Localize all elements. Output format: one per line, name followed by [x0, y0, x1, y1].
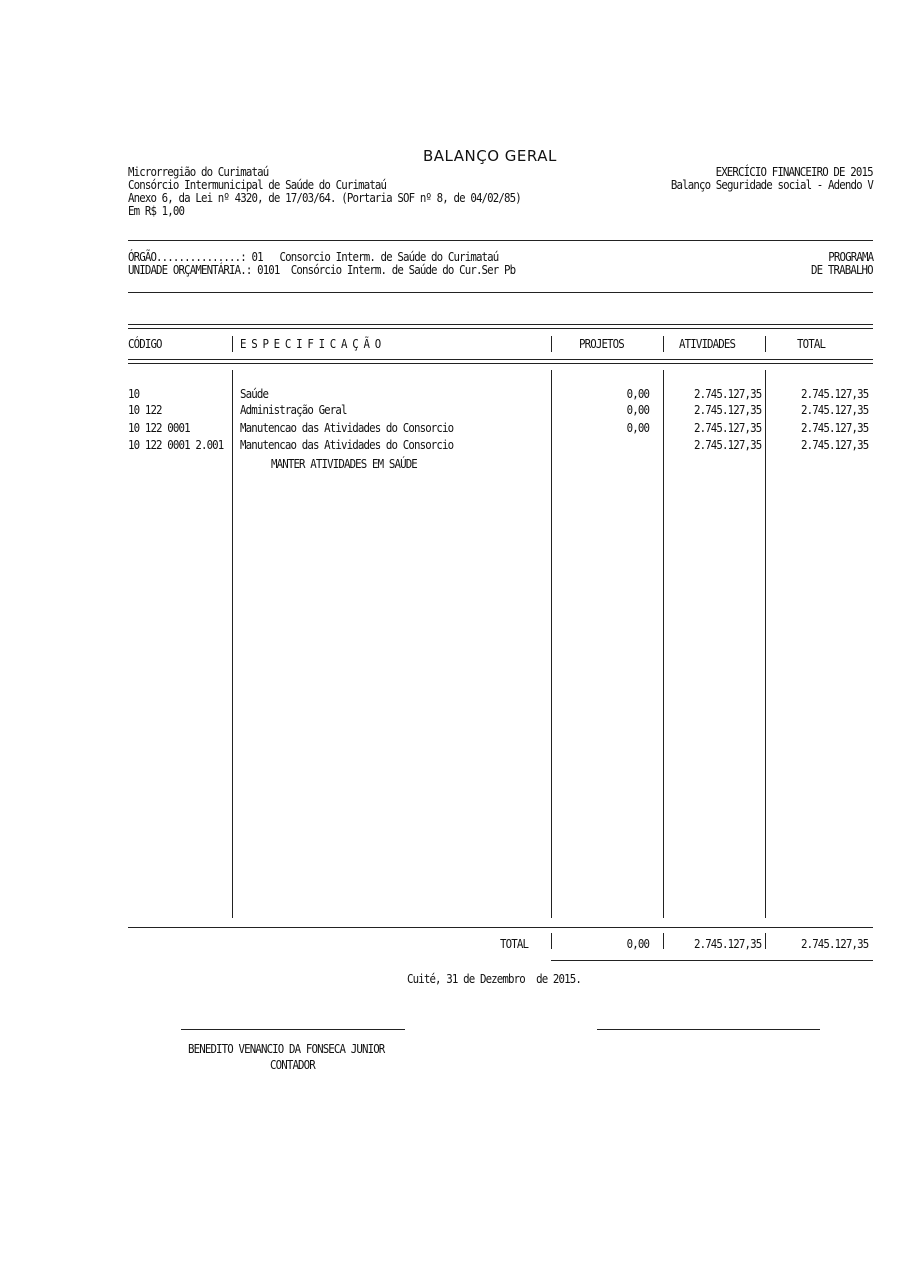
col-header-codigo: CÓDIGO	[128, 336, 162, 351]
header-line-currency: Em R$ 1,00	[128, 203, 185, 218]
body-col-separator	[765, 370, 766, 918]
programa-label-2: DE TRABALHO	[811, 262, 873, 277]
table-row-especificacao: Saúde	[240, 386, 269, 401]
header-line-legal: Anexo 6, da Lei nº 4320, de 17/03/64. (Portaria SOF nº 8, de 04/02/85)	[128, 190, 521, 205]
table-top-rule	[128, 324, 873, 329]
header-fiscal-year: EXERCÍCIO FINANCEIRO DE 2015	[715, 164, 873, 179]
header-col-separator	[232, 336, 233, 352]
table-row-total: 2.745.127,35	[800, 402, 868, 417]
unidade-line: UNIDADE ORÇAMENTÁRIA.: 0101 Consórcio Interm. de Saúde do Cur.Ser Pb	[128, 262, 516, 277]
header-balance-type: Balanço Seguridade social - Adendo V	[670, 177, 873, 192]
table-row-projetos: 0,00	[626, 386, 649, 401]
col-header-especificacao: E S P E C I F I C A Ç Ã O	[240, 336, 381, 351]
body-col-separator	[551, 370, 552, 918]
signer-name: BENEDITO VENANCIO DA FONSECA JUNIOR	[188, 1041, 385, 1056]
table-row-total: 2.745.127,35	[800, 437, 868, 452]
body-col-separator	[232, 370, 233, 918]
totals-total: 2.745.127,35	[800, 936, 868, 951]
table-row-atividades: 2.745.127,35	[693, 386, 761, 401]
table-row-especificacao: Administração Geral	[240, 402, 347, 417]
table-row-codigo: 10	[128, 386, 140, 401]
table-row-codigo: 10 122	[128, 402, 162, 417]
divider	[128, 292, 873, 293]
totals-label: TOTAL	[500, 936, 529, 951]
totals-col-separator	[765, 933, 766, 949]
totals-top-rule	[128, 927, 873, 928]
place-date: Cuité, 31 de Dezembro de 2015.	[407, 971, 581, 986]
table-header-rule	[128, 359, 873, 364]
table-row-codigo: 10 122 0001 2.001	[128, 437, 224, 452]
totals-atividades: 2.745.127,35	[693, 936, 761, 951]
table-row-codigo: 10 122 0001	[128, 420, 190, 435]
col-header-atividades: ATIVIDADES	[679, 336, 736, 351]
header-col-separator	[765, 336, 766, 352]
totals-bottom-rule	[551, 960, 873, 961]
table-row-especificacao: Manutencao das Atividades do Consorcio	[240, 437, 454, 452]
col-header-total: TOTAL	[797, 336, 826, 351]
signature-line-left	[181, 1029, 405, 1030]
signature-line-right	[597, 1029, 820, 1030]
header-col-separator	[663, 336, 664, 352]
signer-role: CONTADOR	[270, 1057, 315, 1072]
table-row-especificacao: Manutencao das Atividades do Consorcio	[240, 420, 454, 435]
totals-projetos: 0,00	[626, 936, 649, 951]
table-row-atividades: 2.745.127,35	[693, 420, 761, 435]
header-line-region: Microrregião do Curimataú	[128, 164, 269, 179]
table-row-projetos: 0,00	[626, 402, 649, 417]
table-row-atividades: 2.745.127,35	[693, 437, 761, 452]
divider	[128, 240, 873, 241]
col-header-projetos: PROJETOS	[579, 336, 624, 351]
table-row-total: 2.745.127,35	[800, 386, 868, 401]
table-row-subline: MANTER ATIVIDADES EM SAÚDE	[271, 456, 417, 471]
page-title: BALANÇO GERAL	[423, 147, 557, 165]
programa-label: PROGRAMA	[828, 249, 873, 264]
header-col-separator	[551, 336, 552, 352]
totals-col-separator	[663, 933, 664, 949]
table-row-projetos: 0,00	[626, 420, 649, 435]
table-row-total: 2.745.127,35	[800, 420, 868, 435]
totals-col-separator	[551, 933, 552, 949]
body-col-separator	[663, 370, 664, 918]
table-row-atividades: 2.745.127,35	[693, 402, 761, 417]
header-line-consortium: Consórcio Intermunicipal de Saúde do Curimataú	[128, 177, 387, 192]
orgao-line: ÓRGÃO...............: 01 Consorcio Interm. de Saúde do Curimataú	[128, 249, 499, 264]
